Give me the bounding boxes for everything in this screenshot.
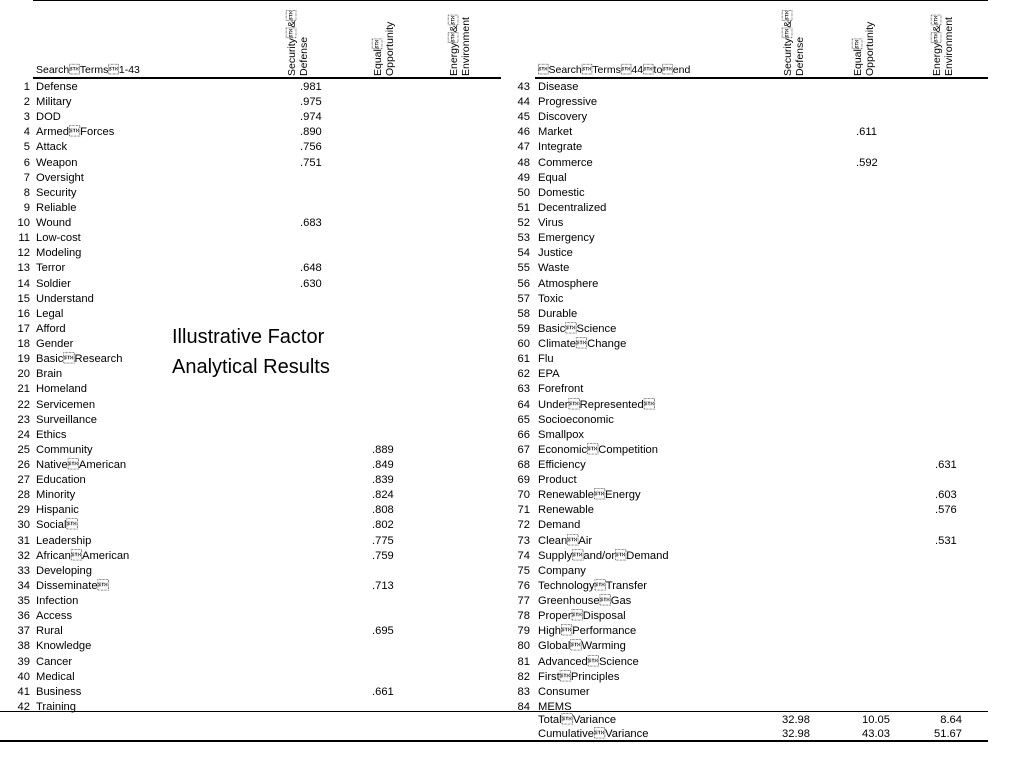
search-term: FirstPrinciples: [538, 670, 620, 683]
factor-2-value: .775: [372, 534, 394, 547]
search-term: Socioeconomic: [538, 413, 614, 426]
search-term: Product: [538, 474, 577, 487]
row-number: 80: [517, 640, 530, 653]
row-number: 5: [23, 141, 30, 154]
search-term: Understand: [36, 292, 94, 305]
search-term: Business: [36, 685, 82, 698]
row-number: 45: [517, 111, 530, 124]
row-number: 18: [17, 338, 30, 351]
row-number: 49: [517, 171, 530, 184]
row-number: 43: [517, 81, 530, 93]
search-term: Consumer: [538, 685, 590, 698]
row-number: 36: [17, 610, 30, 623]
row-number: 56: [517, 277, 530, 290]
search-term: AfricanAmerican: [36, 549, 130, 562]
factor-1-value: .756: [300, 141, 322, 154]
row-number: 70: [517, 489, 530, 502]
row-number: 2: [23, 96, 30, 109]
row-number: 74: [517, 549, 530, 562]
summary-factor-1: 32.98: [782, 714, 810, 726]
search-term: Servicemen: [36, 398, 96, 411]
row-number: 10: [17, 217, 30, 230]
factor-2-value: .889: [372, 443, 394, 456]
row-number: 62: [517, 368, 530, 381]
search-term: EPA: [538, 368, 560, 381]
factor-2-value: .661: [372, 685, 394, 698]
search-term: Military: [36, 96, 72, 109]
row-number: 50: [517, 186, 530, 199]
row-number: 22: [17, 398, 30, 411]
summary-factor-2: 43.03: [862, 728, 890, 740]
row-number: 77: [517, 595, 530, 608]
search-term: BasicResearch: [36, 353, 123, 366]
search-term: Attack: [36, 141, 68, 154]
left-column-header: SearchTerms1-43: [36, 64, 140, 76]
search-term: Medical: [36, 670, 75, 683]
search-term: Brain: [36, 368, 63, 381]
search-term: Market: [538, 126, 573, 139]
search-term: UnderRepresented: [538, 398, 655, 411]
row-number: 60: [517, 338, 530, 351]
row-number: 64: [517, 398, 530, 411]
factor-1-value: .648: [300, 262, 322, 275]
left-factor-1-header-line1: Security&: [286, 10, 298, 76]
search-term: Progressive: [538, 96, 598, 109]
row-number: 31: [17, 534, 30, 547]
factor-3-value: .603: [935, 489, 957, 502]
row-number: 13: [17, 262, 30, 275]
row-number: 15: [17, 292, 30, 305]
row-number: 39: [17, 655, 30, 668]
search-term: Decentralized: [538, 201, 607, 214]
right-factor-1-header-line1: Security&: [782, 10, 794, 76]
row-number: 40: [17, 670, 30, 683]
factor-2-value: .611: [856, 126, 877, 139]
search-term: Access: [36, 610, 73, 623]
row-number: 7: [23, 171, 30, 184]
top-rule: [33, 0, 988, 1]
factor-2-value: .759: [372, 549, 394, 562]
left-factor-2-header-line1: Equal: [372, 38, 384, 76]
row-number: 25: [17, 443, 30, 456]
search-term: Flu: [538, 353, 554, 366]
row-number: 11: [18, 232, 30, 245]
row-number: 33: [17, 564, 30, 577]
row-number: 46: [517, 126, 530, 139]
row-number: 29: [17, 504, 30, 517]
search-term: Renewable: [538, 504, 594, 517]
search-term: Low-cost: [36, 232, 81, 245]
search-term: CleanAir: [538, 534, 593, 547]
summary-label: TotalVariance: [538, 714, 617, 726]
search-term: Rural: [36, 625, 63, 638]
left-factor-3-header-line1: Energy&: [448, 14, 460, 76]
right-column-header: SearchTerms44toend: [538, 64, 691, 76]
row-number: 55: [517, 262, 530, 275]
factor-1-value: .981: [300, 81, 322, 93]
row-number: 51: [517, 201, 530, 214]
factor-2-value: .808: [372, 504, 394, 517]
factor-1-value: .683: [300, 217, 322, 230]
factor-3-value: .631: [935, 459, 957, 471]
factor-2-value: .713: [372, 579, 394, 592]
search-term: AdvancedScience: [538, 655, 639, 668]
row-number: 14: [17, 277, 30, 290]
search-term: Durable: [538, 307, 578, 320]
row-number: 24: [17, 428, 30, 441]
search-term: Education: [36, 474, 86, 487]
factor-2-value: .849: [372, 459, 394, 471]
right-factor-1-header-line2: Defense: [794, 36, 806, 76]
row-number: 61: [517, 353, 530, 366]
summary-factor-1: 32.98: [782, 728, 810, 740]
search-term: Domestic: [538, 186, 585, 199]
search-term: Disseminate: [36, 579, 109, 592]
row-number: 58: [517, 307, 530, 320]
left-header-rule: [33, 77, 501, 79]
row-number: 47: [517, 141, 530, 154]
row-number: 75: [517, 564, 530, 577]
summary-factor-2: 10.05: [862, 714, 890, 726]
row-number: 63: [517, 383, 530, 396]
row-number: 42: [17, 700, 30, 713]
overlay-title-line1: Illustrative Factor: [172, 326, 325, 348]
search-term: Ethics: [36, 428, 67, 441]
row-number: 19: [17, 353, 30, 366]
factor-1-value: .974: [300, 111, 322, 124]
overlay-title: [172, 322, 330, 382]
search-term: Emergency: [538, 232, 595, 245]
search-term: Homeland: [36, 383, 87, 396]
row-number: 81: [517, 655, 530, 668]
search-term: ArmedForces: [36, 126, 115, 139]
row-number: 1: [23, 81, 30, 93]
row-number: 38: [17, 640, 30, 653]
row-number: 79: [517, 625, 530, 638]
search-term: MEMS: [538, 700, 572, 713]
search-term: Integrate: [538, 141, 583, 154]
search-term: Infection: [36, 595, 79, 608]
right-factor-3-header-line2: Environment: [943, 17, 955, 76]
row-number: 17: [17, 322, 30, 335]
search-term: Afford: [36, 322, 66, 335]
row-number: 21: [17, 383, 30, 396]
search-term: DOD: [36, 111, 61, 124]
row-number: 52: [517, 217, 530, 230]
row-number: 8: [23, 186, 30, 199]
row-number: 66: [517, 428, 530, 441]
row-number: 59: [517, 322, 530, 335]
search-term: Virus: [538, 217, 564, 230]
factor-3-value: .531: [935, 534, 957, 547]
row-number: 34: [17, 579, 30, 592]
search-term: Hispanic: [36, 504, 79, 517]
row-number: 73: [517, 534, 530, 547]
row-number: 84: [517, 700, 530, 713]
search-term: Gender: [36, 338, 74, 351]
search-term: BasicScience: [538, 322, 617, 335]
right-factor-3-header-line1: Energy&: [931, 14, 943, 76]
right-factor-2-header-line2: Opportunity: [864, 21, 876, 76]
row-number: 9: [23, 201, 30, 214]
left-factor-3-header-line2: Environment: [460, 17, 472, 76]
factor-3-value: .576: [935, 504, 957, 517]
search-term: Security: [36, 186, 77, 199]
row-number: 67: [517, 443, 530, 456]
row-number: 71: [517, 504, 530, 517]
row-number: 27: [17, 474, 30, 487]
factor-1-value: .975: [300, 96, 322, 109]
factor-2-value: .802: [372, 519, 394, 532]
factor-1-value: .751: [300, 156, 322, 169]
row-number: 65: [517, 413, 530, 426]
factor-2-value: .592: [856, 156, 878, 169]
summary-top-rule: [0, 711, 988, 712]
row-number: 41: [17, 685, 30, 698]
row-number: 72: [517, 519, 530, 532]
search-term: Terror: [36, 262, 66, 275]
search-term: Surveillance: [36, 413, 97, 426]
search-term: Disease: [538, 81, 579, 93]
row-number: 78: [517, 610, 530, 623]
search-term: Developing: [36, 564, 92, 577]
search-term: Waste: [538, 262, 570, 275]
search-term: ClimateChange: [538, 338, 627, 351]
search-term: Knowledge: [36, 640, 92, 653]
search-term: Minority: [36, 489, 76, 502]
search-term: Supplyand/orDemand: [538, 549, 669, 562]
search-term: Leadership: [36, 534, 92, 547]
right-factor-2-header-line1: Equal: [852, 38, 864, 76]
factor-2-value: .695: [372, 625, 394, 638]
search-term: Community: [36, 443, 93, 456]
row-number: 83: [517, 685, 530, 698]
row-number: 28: [17, 489, 30, 502]
left-factor-1-header-line2: Defense: [298, 36, 310, 76]
row-number: 30: [17, 519, 30, 532]
search-term: Soldier: [36, 277, 71, 290]
summary-label: CumulativeVariance: [538, 728, 649, 740]
search-term: NativeAmerican: [36, 459, 127, 471]
search-term: Commerce: [538, 156, 593, 169]
row-number: 32: [17, 549, 30, 562]
row-number: 20: [17, 368, 30, 381]
search-term: Discovery: [538, 111, 588, 124]
row-number: 23: [17, 413, 30, 426]
search-term: Training: [36, 700, 77, 713]
search-term: Wound: [36, 217, 72, 230]
row-number: 26: [17, 459, 30, 471]
row-number: 44: [517, 96, 530, 109]
search-term: Forefront: [538, 383, 584, 396]
row-number: 48: [517, 156, 530, 169]
search-term: Justice: [538, 247, 573, 260]
search-term: Oversight: [36, 171, 84, 184]
search-term: Social: [36, 519, 78, 532]
factor-1-value: .890: [300, 126, 322, 139]
search-term: Equal: [538, 171, 567, 184]
search-term: Company: [538, 564, 586, 577]
factor-2-value: .824: [372, 489, 394, 502]
right-header-rule: [535, 77, 988, 79]
search-term: Cancer: [36, 655, 73, 668]
search-term: HighPerformance: [538, 625, 637, 638]
row-number: 68: [517, 459, 530, 471]
search-term: Efficiency: [538, 459, 586, 471]
row-number: 53: [517, 232, 530, 245]
search-term: Modeling: [36, 247, 82, 260]
left-factor-2-header-line2: Opportunity: [384, 21, 396, 76]
search-term: ProperDisposal: [538, 610, 626, 623]
search-term: Legal: [36, 307, 64, 320]
search-term: Reliable: [36, 201, 77, 214]
row-number: 54: [517, 247, 530, 260]
row-number: 69: [517, 474, 530, 487]
row-number: 16: [17, 307, 30, 320]
search-term: Smallpox: [538, 428, 585, 441]
search-term: EconomicCompetition: [538, 443, 659, 456]
summary-factor-3: 51.67: [934, 728, 962, 740]
row-number: 37: [17, 625, 30, 638]
row-number: 3: [23, 111, 30, 124]
search-term: Toxic: [538, 292, 564, 305]
row-number: 4: [23, 126, 30, 139]
row-number: 82: [517, 670, 530, 683]
row-number: 6: [23, 156, 30, 169]
search-term: Atmosphere: [538, 277, 599, 290]
search-term: RenewableEnergy: [538, 489, 641, 502]
search-term: Weapon: [36, 156, 78, 169]
summary-factor-3: 8.64: [940, 714, 962, 726]
row-number: 76: [517, 579, 530, 592]
search-term: GreenhouseGas: [538, 595, 632, 608]
row-number: 12: [17, 247, 30, 260]
search-term: TechnologyTransfer: [538, 579, 648, 592]
row-number: 35: [17, 595, 30, 608]
search-term: Defense: [36, 81, 78, 93]
factor-1-value: .630: [300, 277, 322, 290]
overlay-title-line2: Analytical Results: [172, 356, 330, 378]
factor-2-value: .839: [372, 474, 394, 487]
row-number: 57: [517, 292, 530, 305]
search-term: Demand: [538, 519, 581, 532]
search-term: GlobalWarming: [538, 640, 626, 653]
